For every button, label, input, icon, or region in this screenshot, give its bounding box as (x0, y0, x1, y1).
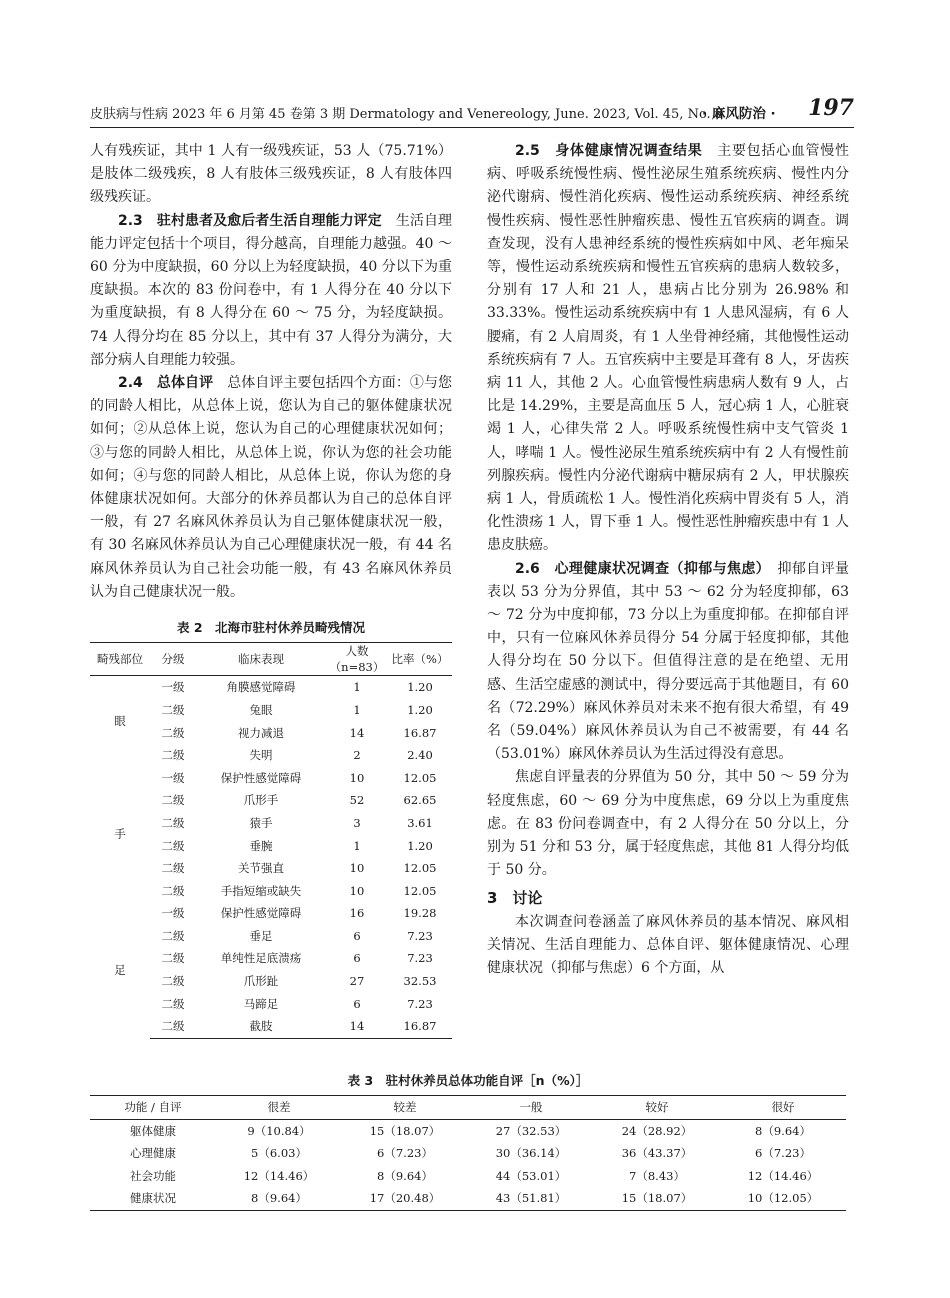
section-2-3-heading: 2.3 驻村患者及愈后者生活自理能力评定 (118, 212, 382, 229)
table-2-count-cell: 6 (353, 996, 361, 1011)
paragraph-intro: 人有残疾证，其中 1 人有一级残疾证，53 人（75.71%）是肢体二级残疾，8 人有肢体三级残疾证，8 人有肢体四级残疾证。 (90, 143, 452, 206)
table-2-rate-cell: 1.20 (407, 702, 433, 717)
table-3-row-label: 社会功能 (130, 1168, 176, 1183)
table-2-grade-cell: 二级 (161, 702, 185, 717)
table-3-cell: 27（32.53） (495, 1123, 567, 1138)
table-3-row-label: 健康状况 (90, 1187, 216, 1210)
table-2-rate-cell: 7.23 (407, 996, 433, 1011)
table-2-symptom-cell: 截肢 (196, 1015, 326, 1038)
table-2-symptom-cell: 垂腕 (249, 838, 273, 853)
table-2-rate-cell: 32.53 (403, 974, 437, 989)
section-2-4 (90, 372, 452, 604)
table-3-cell: 8（9.64） (216, 1187, 342, 1210)
table-2-rate-cell: 19.28 (403, 906, 437, 921)
table-2-count-cell: 14 (349, 725, 365, 740)
table-2-header: 比率（%） (388, 643, 452, 676)
table-2-grade-cell: 一级 (161, 770, 185, 785)
table-2-count-cell: 14 (326, 1015, 388, 1038)
table-2-grade-cell: 二级 (161, 748, 185, 763)
table-row (90, 676, 452, 699)
table-2-caption: 表 2 北海市驻村休养员畸残情况 (176, 620, 366, 636)
table-2-count-cell: 1 (353, 680, 361, 695)
page-number: 197 (808, 95, 854, 121)
table-2-grade-cell: 二级 (161, 974, 185, 989)
table-2-count-cell: 3 (353, 815, 361, 830)
table-2-rate-cell: 62.65 (403, 793, 437, 808)
table-2-symptom-cell: 视力减退 (238, 725, 284, 740)
table-2-symptom-cell: 保护性感觉障碍 (220, 770, 302, 785)
table-3-body (90, 1119, 846, 1210)
section-3-body: 本次调查问卷涵盖了麻风休养员的基本情况、麻风相关情况、生活自理能力、总体自评、躯体健康情况、心理健康状况（抑郁与焦虑）6 个方面，从 (487, 913, 849, 976)
table-3-cell: 12（14.46） (747, 1168, 819, 1183)
table-2-header-row (90, 643, 452, 676)
table-2-grade-cell: 二级 (161, 951, 185, 966)
table-3-cell: 5（6.03） (251, 1146, 307, 1161)
table-2-rate-cell: 12.05 (403, 861, 437, 876)
table-3-caption: 表 3 驻村休养员总体功能自评［n（%）］ (347, 1073, 589, 1088)
table-2-symptom-cell: 保护性感觉障碍 (220, 906, 302, 921)
table-2-grade-cell: 二级 (161, 861, 185, 876)
table-2-symptom-cell: 单纯性足底溃疡 (220, 951, 302, 966)
table-2-count-cell: 6 (353, 928, 361, 943)
table-2 (90, 642, 452, 1039)
table-3-cell: 6（7.23） (755, 1146, 811, 1161)
table-2-symptom-cell: 角膜感觉障碍 (226, 680, 296, 695)
table-3-cell: 15（18.07） (594, 1187, 720, 1210)
table-2-grade-cell: 二级 (161, 793, 185, 808)
table-2-grade-cell: 一级 (161, 680, 185, 695)
table-3-header-row (90, 1096, 846, 1120)
table-3-cell: 17（20.48） (342, 1187, 468, 1210)
table-3-cell: 12（14.46） (243, 1168, 315, 1183)
section-2-5-heading: 2.5 身体健康情况调查结果 (515, 143, 703, 159)
journal-citation: 皮肤病与性病 2023 年 6 月第 45 卷第 3 期 Dermatology and Venereology, June. 2023, Vol. 45, No. 3 (90, 107, 724, 122)
table-3-cell: 10（12.05） (720, 1187, 846, 1210)
table-3-cell: 15（18.07） (369, 1123, 441, 1138)
section-2-6-body: 抑郁自评量表以 53 分为分界值，其中 53 ～ 62 分为轻度抑郁，63 ～ 72 分为中度抑郁，73 分以上为重度抑郁。在抑郁自评中，只有一位麻风休养员得分 54 分属于轻度抑郁，其他人得分均在 50 分以下。但值得注意的是在绝望、无用感、生活空虚感的测试中，得分要远高于其他题目，有 60 名（72.29%）麻风休养员对未来不抱有很大希望，有 49 名（59.04%）麻风休养员认为自己不被需要，有 44 名（53.01%）麻风休养员认为生活过得没有意思。 (487, 560, 850, 763)
left-column (90, 140, 452, 1039)
section-2-5-body: 主要包括心血管慢性病、呼吸系统慢性病、慢性泌尿生殖系统疾病、慢性内分泌代谢病、慢性消化疾病、慢性运动系统疾病、神经系统慢性疾病、慢性恶性肿瘤疾患、慢性五官疾病的调查。调查发现，没有人患神经系统的慢性疾病如中风、老年痴呆等，慢性运动系统疾病和慢性五官疾病的患病人数较多，分别有 17 人和 21 人，患病占比分别为 26.98% 和 33.33%。慢性运动系统疾病中有 1 人患风湿病，有 6 人腰痛，有 2 人肩周炎，有 1 人坐骨神经痛，其他慢性运动系统疾病有 7 人。五官疾病中主要是耳聋有 8 人，牙齿疾病 11 人，其他 2 人。心血管慢性病患病人数有 9 人，占比是 14.29%，主要是高血压 5 人，冠心病 1 人，心脏衰竭 1 人，心律失常 2 人。呼吸系统慢性病中支气管炎 1 人，哮喘 1 人。慢性泌尿生殖系统疾病中有 2 人有慢性前列腺疾病。慢性内分泌代谢病中糖尿病有 2 人，甲状腺疾病 1 人，骨质疏松 1 人。慢性消化疾病中胃炎有 5 人，消化性溃疡 1 人，胃下垂 1 人。慢性恶性肿瘤疾患中有 1 人患皮肤癌。 (487, 143, 850, 554)
table-2-grade-cell: 二级 (161, 815, 185, 830)
table-3-cell: 44（53.01） (495, 1168, 567, 1183)
table-3-header: 一般 (468, 1096, 594, 1120)
table-2-count-cell: 16 (349, 906, 365, 921)
table-3-header: 很差 (216, 1096, 342, 1120)
table-row (90, 1165, 846, 1188)
table-2-grade-cell: 二级 (161, 838, 185, 853)
table-2-symptom-cell: 兔眼 (249, 702, 273, 717)
table-3-cell: 30（36.14） (495, 1146, 567, 1161)
table-2-part-cell: 足 (114, 963, 126, 978)
table-2-rate-cell: 16.87 (388, 1015, 452, 1038)
table-2-symptom-cell: 爪形手 (243, 793, 279, 808)
table-2-header: 人数（n=83） (326, 643, 388, 676)
section-label: · 麻风防治 · (702, 106, 776, 122)
table-2-count-cell: 27 (349, 974, 365, 989)
table-3 (90, 1095, 846, 1211)
table-3-cell: 9（10.84） (247, 1123, 311, 1138)
table-2-symptom-cell: 失明 (249, 748, 273, 763)
table-3-row-label: 躯体健康 (130, 1123, 176, 1138)
section-2-3-body: 生活自理能力评定包括十个项目，得分越高，自理能力越强。40 ～ 60 分为中度缺损，60 分以上为轻度缺损，40 分以下为重度缺损。本次的 83 份问卷中，有 1 人得分在 40 分以下为重度缺损，有 8 人得分在 60 ～ 75 分，为轻度缺损。74 人得分均在 85 分以上，其中有 37 人得分为满分，大部分病人自理能力较强。 (90, 212, 453, 368)
section-2-4-heading: 2.4 总体自评 (118, 375, 214, 392)
table-2-rate-cell: 1.20 (407, 838, 433, 853)
table-3-cell: 36（43.37） (621, 1146, 693, 1161)
table-2-symptom-cell: 猿手 (249, 815, 273, 830)
table-3-header: 较好 (594, 1096, 720, 1120)
table-2-grade-cell: 二级 (161, 996, 185, 1011)
section-2-5 (487, 140, 849, 558)
section-3-heading: 3 讨论 (487, 888, 543, 907)
table-3-cell: 8（9.64） (377, 1168, 433, 1183)
table-2-rate-cell: 2.40 (407, 748, 433, 763)
table-3-header: 较差 (342, 1096, 468, 1120)
table-2-count-cell: 10 (349, 883, 365, 898)
table-2-grade-cell: 二级 (161, 883, 185, 898)
table-2-count-cell: 10 (349, 770, 365, 785)
table-3-cell: 6（7.23） (377, 1146, 433, 1161)
table-2-count-cell: 1 (353, 838, 361, 853)
table-3-cell: 8（9.64） (755, 1123, 811, 1138)
table-2-count-cell: 2 (353, 748, 361, 763)
table-2-rate-cell: 7.23 (407, 951, 433, 966)
table-2-symptom-cell: 爪形趾 (243, 974, 279, 989)
table-3-cell: 7（8.43） (629, 1168, 685, 1183)
table-3-row-label: 心理健康 (130, 1146, 176, 1161)
table-2-body (90, 676, 452, 1039)
table-3-header: 功能 / 自评 (90, 1096, 216, 1120)
section-2-3 (90, 210, 452, 372)
table-3-cell: 24（28.92） (621, 1123, 693, 1138)
table-2-part-cell: 手 (114, 827, 126, 842)
table-2-symptom-cell: 马蹄足 (243, 996, 279, 1011)
table-2-rate-cell: 3.61 (407, 815, 433, 830)
table-2-count-cell: 10 (349, 861, 365, 876)
table-2-grade-cell: 二级 (161, 725, 185, 740)
table-3-block (90, 1071, 846, 1211)
table-3-cell: 43（51.81） (468, 1187, 594, 1210)
table-2-rate-cell: 16.87 (403, 725, 437, 740)
table-2-rate-cell: 1.20 (407, 680, 433, 695)
table-row (90, 766, 452, 789)
table-2-rate-cell: 12.05 (403, 883, 437, 898)
table-2-grade-cell: 二级 (150, 1015, 196, 1038)
table-2-grade-cell: 二级 (161, 928, 185, 943)
table-row (90, 1119, 846, 1142)
paragraph-anxiety: 焦虑自评量表的分界值为 50 分，其中 50 ～ 59 分为轻度焦虑，60 ～ 69 分为中度焦虑，69 分以上为重度焦虑。在 83 份问卷调查中，有 2 人得分在 50 分以上，分别为 51 分和 53 分，属于轻度焦虑，其他 81 人得分均低于 50 分。 (487, 769, 849, 879)
table-2-header: 畸残部位 (90, 643, 150, 676)
right-column (487, 140, 849, 980)
table-2-grade-cell: 一级 (161, 906, 185, 921)
section-2-6-heading: 2.6 心理健康状况调查（抑郁与焦虑） (515, 560, 764, 577)
table-2-count-cell: 1 (353, 702, 361, 717)
table-2-header: 临床表现 (196, 643, 326, 676)
table-3-header: 很好 (720, 1096, 846, 1120)
section-2-6 (487, 558, 849, 767)
table-2-rate-cell: 12.05 (403, 770, 437, 785)
table-2-rate-cell: 7.23 (407, 928, 433, 943)
table-2-count-cell: 6 (353, 951, 361, 966)
table-row (90, 1142, 846, 1165)
table-row (90, 902, 452, 925)
section-2-4-body: 总体自评主要包括四个方面：①与您的同龄人相比，从总体上说，您认为自己的躯体健康状况如何；②从总体上说，您认为自己的心理健康状况如何；③与您的同龄人相比，从总体上说，你认为您的社会功能如何；④与您的同龄人相比，从总体上说，你认为您的身体健康状况如何。大部分的休养员都认为自己的总体自评一般，有 27 名麻风休养员认为自己躯体健康状况一般，有 30 名麻风休养员认为自己心理健康状况一般，有 44 名麻风休养员认为自己社会功能一般，有 43 名麻风休养员认为自己健康状况一般。 (90, 375, 452, 600)
header-rule (90, 127, 854, 128)
table-2-symptom-cell: 垂足 (249, 928, 273, 943)
table-row (90, 1187, 846, 1210)
table-2-header: 分级 (150, 643, 196, 676)
table-2-part-cell: 眼 (114, 714, 126, 729)
table-2-symptom-cell: 手指短缩或缺失 (220, 883, 302, 898)
table-2-symptom-cell: 关节强直 (238, 861, 284, 876)
table-2-count-cell: 52 (349, 793, 365, 808)
running-header (90, 97, 854, 127)
